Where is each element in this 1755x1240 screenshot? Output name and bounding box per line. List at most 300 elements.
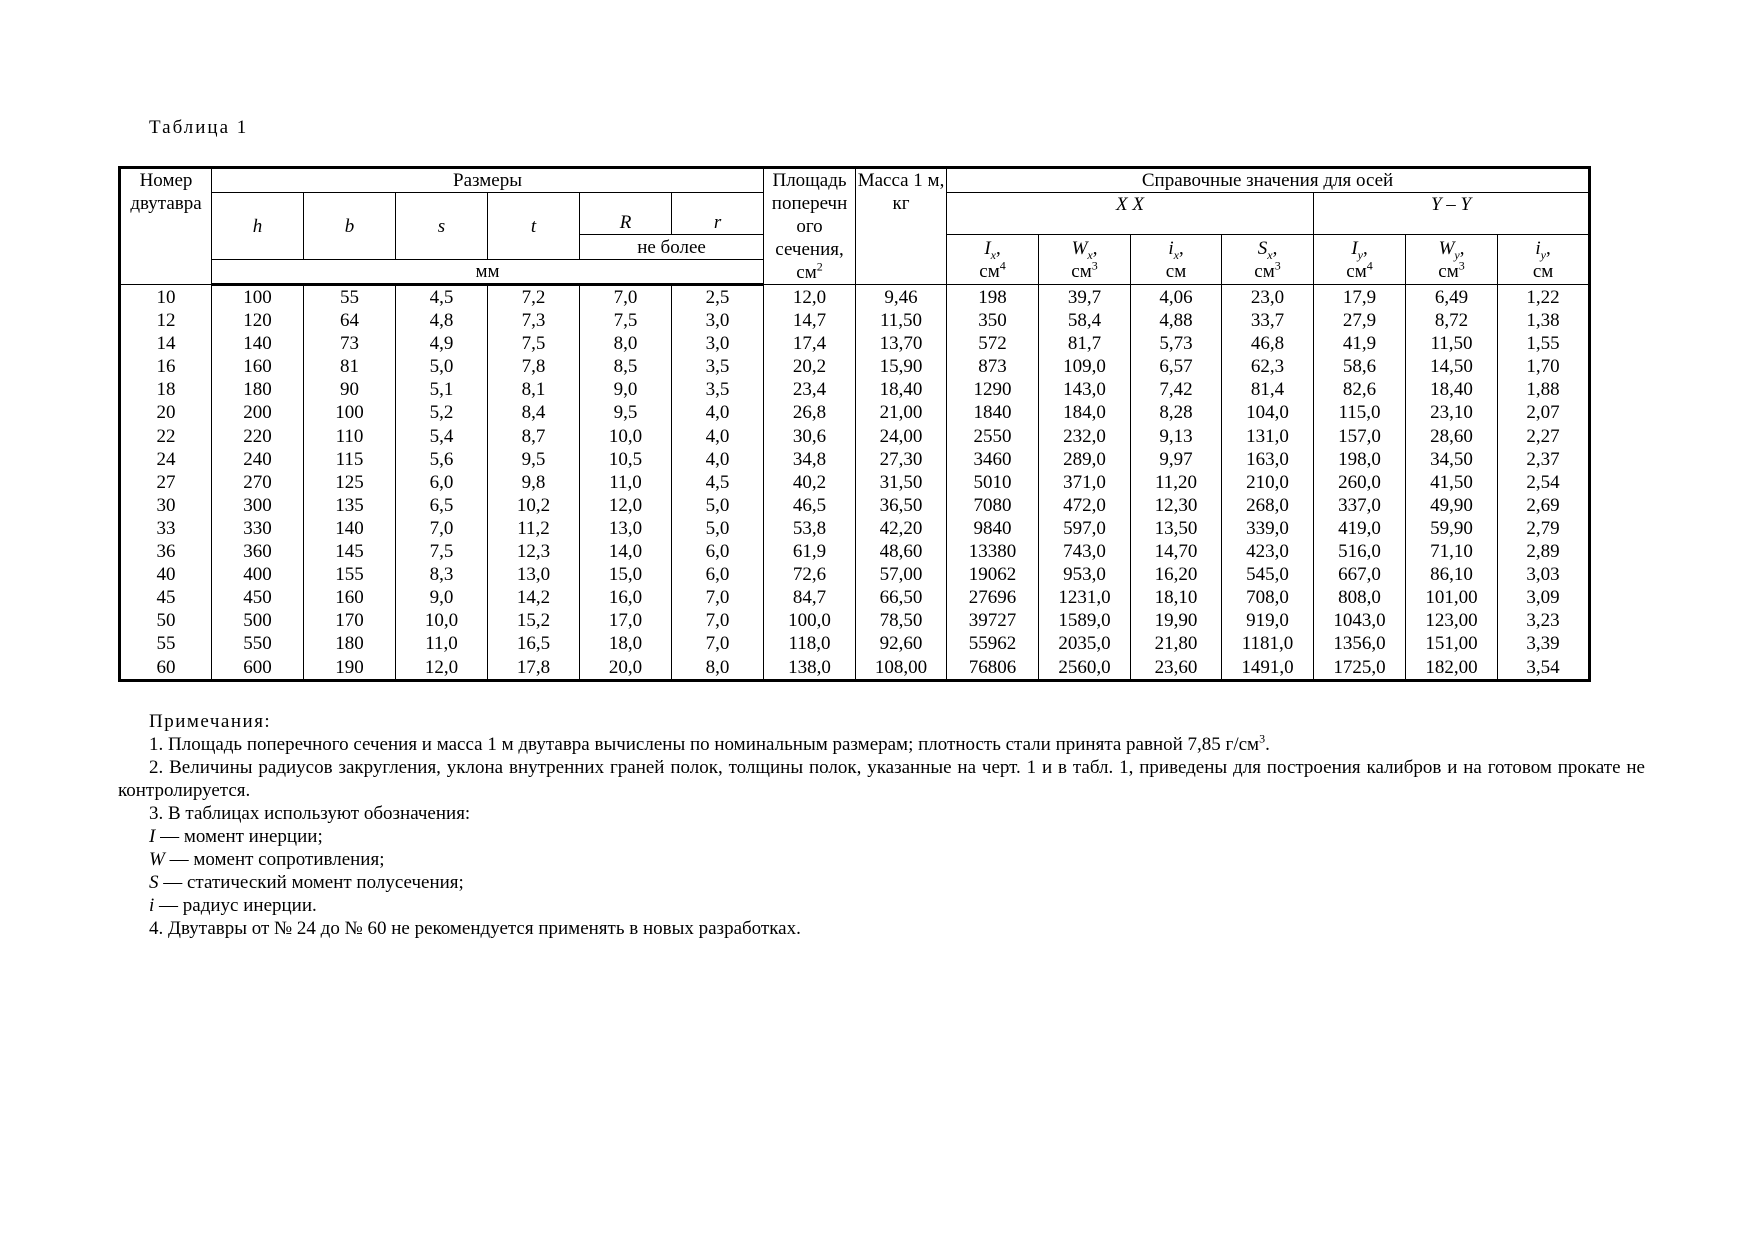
table-cell: 18,10	[1131, 586, 1222, 609]
table-cell: 13380	[947, 540, 1039, 563]
table-cell: 138,0	[764, 656, 856, 681]
table-cell: 2,69	[1498, 494, 1590, 517]
table-row	[120, 332, 1590, 355]
prop-unit: см	[1438, 260, 1459, 282]
table-cell: 232,0	[1039, 425, 1131, 448]
table-cell: 20,0	[580, 656, 672, 681]
prop-unit: см	[1532, 260, 1554, 282]
table-cell: 4,8	[396, 309, 488, 332]
table-cell: 11,50	[856, 309, 947, 332]
table-cell: 12,30	[1131, 494, 1222, 517]
prop-exp: 4	[999, 258, 1006, 273]
prop-unit: см	[979, 260, 1000, 282]
table-cell: 5,4	[396, 425, 488, 448]
table-cell: 18,40	[1406, 378, 1498, 401]
table-cell: 27	[120, 471, 212, 494]
table-cell: 190	[304, 656, 396, 681]
table-cell: 18,40	[856, 378, 947, 401]
table-cell: 6,5	[396, 494, 488, 517]
table-cell: 23,10	[1406, 401, 1498, 424]
table-cell: 3,5	[672, 378, 764, 401]
table-cell: 135	[304, 494, 396, 517]
table-cell: 3460	[947, 448, 1039, 471]
table-cell: 151,00	[1406, 632, 1498, 655]
table-cell: 7,5	[488, 332, 580, 355]
prop-unit: см	[1165, 260, 1187, 282]
table-cell: 7080	[947, 494, 1039, 517]
table-cell: 2,37	[1498, 448, 1590, 471]
table-cell: 62,3	[1222, 355, 1314, 378]
table-cell: 58,6	[1314, 355, 1406, 378]
table-cell: 19,90	[1131, 609, 1222, 632]
header-axis-x: X X	[947, 193, 1314, 235]
table-cell: 3,03	[1498, 563, 1590, 586]
prop-exp: 3	[1274, 258, 1281, 273]
table-cell: 100	[304, 401, 396, 424]
table-cell: 9,5	[488, 448, 580, 471]
table-cell: 36,50	[856, 494, 947, 517]
def-symbol: i	[149, 895, 155, 916]
prop-symbol: S	[1257, 237, 1268, 259]
header-dim-s: s	[396, 193, 488, 260]
table-cell: 60	[120, 656, 212, 681]
note-4: 4. Двутавры от № 24 до № 60 не рекомендуется применять в новых разработках.	[149, 918, 801, 939]
table-cell: 5,1	[396, 378, 488, 401]
table-cell: 450	[212, 586, 304, 609]
table-cell: 8,7	[488, 425, 580, 448]
prop-exp: 4	[1366, 258, 1373, 273]
table-cell: 7,0	[672, 609, 764, 632]
table-cell: 4,5	[396, 285, 488, 310]
table-cell: 31,50	[856, 471, 947, 494]
table-cell: 108,00	[856, 656, 947, 681]
header-axis-y: Y – Y	[1314, 193, 1590, 235]
table-cell: 11,0	[580, 471, 672, 494]
table-cell: 743,0	[1039, 540, 1131, 563]
table-cell: 11,2	[488, 517, 580, 540]
prop-symbol: W	[1071, 237, 1088, 259]
header-prop-iy-radius: $i_y$, см	[1498, 235, 1590, 285]
table-cell: 14,0	[580, 540, 672, 563]
note-1-text: 1. Площадь поперечного сечения и масса 1 м двутавра вычислены по номинальным размерам; плотность стали принята равной 7,85 г/см	[149, 734, 1260, 755]
table-cell: 260,0	[1314, 471, 1406, 494]
table-cell: 360	[212, 540, 304, 563]
table-cell: 14,7	[764, 309, 856, 332]
note-1-end: .	[1265, 734, 1270, 755]
table-row	[120, 309, 1590, 332]
table-cell: 24,00	[856, 425, 947, 448]
table-cell: 21,00	[856, 401, 947, 424]
table-cell: 10,0	[580, 425, 672, 448]
table-cell: 350	[947, 309, 1039, 332]
table-cell: 550	[212, 632, 304, 655]
table-cell: 23,4	[764, 378, 856, 401]
table-cell: 2,54	[1498, 471, 1590, 494]
table-cell: 600	[212, 656, 304, 681]
table-cell: 1491,0	[1222, 656, 1314, 681]
table-cell: 198,0	[1314, 448, 1406, 471]
table-cell: 39,7	[1039, 285, 1131, 310]
table-cell: 9,0	[580, 378, 672, 401]
table-cell: 71,10	[1406, 540, 1498, 563]
table-cell: 268,0	[1222, 494, 1314, 517]
table-cell: 873	[947, 355, 1039, 378]
def-text: — момент инерции;	[155, 826, 323, 847]
header-dim-t: t	[488, 193, 580, 260]
header-number: Номер двутавра	[120, 168, 212, 285]
table-cell: 1181,0	[1222, 632, 1314, 655]
table-cell: 17,0	[580, 609, 672, 632]
header-area-unit-exp: 2	[816, 259, 823, 274]
header-dim-h: h	[212, 193, 304, 260]
def-text: — момент сопротивления;	[164, 849, 385, 870]
table-cell: 4,0	[672, 448, 764, 471]
table-row	[120, 378, 1590, 401]
table-cell: 15,2	[488, 609, 580, 632]
table-row	[120, 285, 1590, 310]
table-cell: 545,0	[1222, 563, 1314, 586]
table-cell: 400	[212, 563, 304, 586]
note-1-exp: 3	[1259, 731, 1266, 746]
table-cell: 8,5	[580, 355, 672, 378]
table-cell: 7,2	[488, 285, 580, 310]
table-cell: 3,23	[1498, 609, 1590, 632]
table-cell: 1725,0	[1314, 656, 1406, 681]
table-cell: 90	[304, 378, 396, 401]
table-cell: 13,0	[488, 563, 580, 586]
table-cell: 339,0	[1222, 517, 1314, 540]
table-caption: Таблица 1	[149, 117, 249, 138]
table-cell: 8,0	[672, 656, 764, 681]
table-cell: 2,5	[672, 285, 764, 310]
table-cell: 82,6	[1314, 378, 1406, 401]
prop-exp: 3	[1458, 258, 1465, 273]
notes-title: Примечания:	[149, 711, 272, 732]
table-cell: 1356,0	[1314, 632, 1406, 655]
table-cell: 500	[212, 609, 304, 632]
table-row	[120, 540, 1590, 563]
table-cell: 145	[304, 540, 396, 563]
prop-sub: y	[1454, 247, 1460, 262]
prop-symbol: I	[984, 237, 991, 259]
table-cell: 48,60	[856, 540, 947, 563]
table-cell: 160	[304, 586, 396, 609]
table-cell: 14,2	[488, 586, 580, 609]
table-cell: 40	[120, 563, 212, 586]
table-cell: 1,55	[1498, 332, 1590, 355]
table-cell: 5,2	[396, 401, 488, 424]
table-cell: 17,8	[488, 656, 580, 681]
table-row	[120, 355, 1590, 378]
table-cell: 1,22	[1498, 285, 1590, 310]
table-cell: 12,0	[580, 494, 672, 517]
prop-symbol: i	[1168, 237, 1174, 259]
table-cell: 15,90	[856, 355, 947, 378]
table-cell: 1290	[947, 378, 1039, 401]
header-area-label: Площадь поперечн ого сечения,	[771, 170, 848, 260]
prop-unit: см	[1071, 260, 1092, 282]
table-row	[120, 656, 1590, 681]
table-cell: 8,28	[1131, 401, 1222, 424]
table-cell: 41,9	[1314, 332, 1406, 355]
table-cell: 55962	[947, 632, 1039, 655]
def-text: — статический момент полусечения;	[158, 872, 464, 893]
table-cell: 28,60	[1406, 425, 1498, 448]
table-cell: 472,0	[1039, 494, 1131, 517]
table-cell: 1043,0	[1314, 609, 1406, 632]
def-text: — радиус инерции.	[154, 895, 317, 916]
table-cell: 10,5	[580, 448, 672, 471]
table-row	[120, 494, 1590, 517]
table-cell: 160	[212, 355, 304, 378]
table-cell: 20,2	[764, 355, 856, 378]
table-cell: 18,0	[580, 632, 672, 655]
table-cell: 157,0	[1314, 425, 1406, 448]
table-cell: 220	[212, 425, 304, 448]
table-cell: 9,13	[1131, 425, 1222, 448]
table-cell: 21,80	[1131, 632, 1222, 655]
table-cell: 100	[212, 285, 304, 310]
table-cell: 2,07	[1498, 401, 1590, 424]
table-cell: 10	[120, 285, 212, 310]
table-cell: 330	[212, 517, 304, 540]
table-cell: 5,73	[1131, 332, 1222, 355]
table-cell: 7,8	[488, 355, 580, 378]
table-cell: 72,6	[764, 563, 856, 586]
table-cell: 270	[212, 471, 304, 494]
table-cell: 30,6	[764, 425, 856, 448]
table-cell: 8,72	[1406, 309, 1498, 332]
table-cell: 6,49	[1406, 285, 1498, 310]
table-cell: 53,8	[764, 517, 856, 540]
table-cell: 92,60	[856, 632, 947, 655]
def-radius	[118, 894, 1645, 917]
table-cell: 140	[304, 517, 396, 540]
table-row	[120, 586, 1590, 609]
table-cell: 27696	[947, 586, 1039, 609]
table-cell: 45	[120, 586, 212, 609]
table-cell: 289,0	[1039, 448, 1131, 471]
prop-sub: x	[1087, 247, 1093, 262]
table-cell: 3,09	[1498, 586, 1590, 609]
table-cell: 46,8	[1222, 332, 1314, 355]
prop-sub: x	[1173, 247, 1179, 262]
table-cell: 78,50	[856, 609, 947, 632]
table-cell: 101,00	[1406, 586, 1498, 609]
table-cell: 64	[304, 309, 396, 332]
table-cell: 516,0	[1314, 540, 1406, 563]
header-not-more: не более	[580, 235, 764, 260]
header-prop-sx: $S_x$, $см^3$	[1222, 235, 1314, 285]
table-cell: 39727	[947, 609, 1039, 632]
table-cell: 2,27	[1498, 425, 1590, 448]
table-cell: 6,0	[396, 471, 488, 494]
table-cell: 109,0	[1039, 355, 1131, 378]
table-cell: 7,0	[672, 632, 764, 655]
table-cell: 597,0	[1039, 517, 1131, 540]
table-cell: 12	[120, 309, 212, 332]
table-cell: 27,9	[1314, 309, 1406, 332]
table-cell: 40,2	[764, 471, 856, 494]
table-cell: 1840	[947, 401, 1039, 424]
table-cell: 42,20	[856, 517, 947, 540]
table-cell: 55	[120, 632, 212, 655]
table-cell: 73	[304, 332, 396, 355]
table-cell: 17,9	[1314, 285, 1406, 310]
table-cell: 23,60	[1131, 656, 1222, 681]
prop-sub: x	[990, 247, 996, 262]
notes	[118, 710, 1645, 940]
def-symbol: S	[149, 872, 159, 893]
table-cell: 58,4	[1039, 309, 1131, 332]
table-cell: 1,38	[1498, 309, 1590, 332]
table-cell: 7,3	[488, 309, 580, 332]
table-cell: 11,50	[1406, 332, 1498, 355]
table-cell: 16,0	[580, 586, 672, 609]
table-cell: 8,1	[488, 378, 580, 401]
table-cell: 708,0	[1222, 586, 1314, 609]
header-prop-ix-radius: $i_x$, см	[1131, 235, 1222, 285]
note-2: 2. Величины радиусов закругления, уклона внутренних граней полок, толщины полок, указанные на черт. 1 и в табл. 1, приведены для построения калибров и на готовом прокате не контролируется.	[118, 757, 1645, 801]
table-cell: 3,54	[1498, 656, 1590, 681]
table-cell: 86,10	[1406, 563, 1498, 586]
table-cell: 184,0	[1039, 401, 1131, 424]
table-cell: 41,50	[1406, 471, 1498, 494]
note-1	[118, 733, 1645, 756]
table-cell: 27,30	[856, 448, 947, 471]
table-cell: 115	[304, 448, 396, 471]
table-cell: 4,06	[1131, 285, 1222, 310]
table-cell: 1231,0	[1039, 586, 1131, 609]
header-prop-ix: $I_x$, $см^4$	[947, 235, 1039, 285]
table-cell: 33	[120, 517, 212, 540]
table-cell: 9,8	[488, 471, 580, 494]
table-cell: 10,2	[488, 494, 580, 517]
table-cell: 24	[120, 448, 212, 471]
table-cell: 100,0	[764, 609, 856, 632]
table-cell: 7,0	[396, 517, 488, 540]
table-cell: 1,70	[1498, 355, 1590, 378]
table-cell: 7,42	[1131, 378, 1222, 401]
table-cell: 13,70	[856, 332, 947, 355]
table-cell: 26,8	[764, 401, 856, 424]
table-cell: 13,0	[580, 517, 672, 540]
table-cell: 143,0	[1039, 378, 1131, 401]
table-cell: 240	[212, 448, 304, 471]
table-cell: 76806	[947, 656, 1039, 681]
table-cell: 9,0	[396, 586, 488, 609]
table-cell: 2550	[947, 425, 1039, 448]
table-cell: 66,50	[856, 586, 947, 609]
table-cell: 13,50	[1131, 517, 1222, 540]
table-cell: 18	[120, 378, 212, 401]
table-cell: 198	[947, 285, 1039, 310]
table-cell: 36	[120, 540, 212, 563]
table-cell: 8,4	[488, 401, 580, 424]
table-cell: 81,7	[1039, 332, 1131, 355]
table-cell: 423,0	[1222, 540, 1314, 563]
header-area	[764, 168, 856, 285]
table-cell: 2560,0	[1039, 656, 1131, 681]
header-prop-wy: $W_y$, $см^3$	[1406, 235, 1498, 285]
table-cell: 5,6	[396, 448, 488, 471]
prop-exp: 3	[1091, 258, 1098, 273]
table-cell: 46,5	[764, 494, 856, 517]
table-cell: 81,4	[1222, 378, 1314, 401]
table-cell: 49,90	[1406, 494, 1498, 517]
table-cell: 7,0	[580, 285, 672, 310]
header-prop-iy: $I_y$, $см^4$	[1314, 235, 1406, 285]
def-resistance	[118, 848, 1645, 871]
table-row	[120, 563, 1590, 586]
table-cell: 22	[120, 425, 212, 448]
header-reference: Справочные значения для осей	[947, 168, 1590, 193]
table-cell: 6,0	[672, 563, 764, 586]
table-cell: 123,00	[1406, 609, 1498, 632]
table-cell: 30	[120, 494, 212, 517]
table-cell: 5,0	[672, 494, 764, 517]
header-dimensions: Размеры	[212, 168, 764, 193]
table-cell: 110	[304, 425, 396, 448]
prop-sub: y	[1540, 247, 1546, 262]
table-cell: 19062	[947, 563, 1039, 586]
table-cell: 170	[304, 609, 396, 632]
table-body	[120, 285, 1590, 681]
table-cell: 9,5	[580, 401, 672, 424]
table-row	[120, 517, 1590, 540]
table-cell: 6,0	[672, 540, 764, 563]
table-cell: 14	[120, 332, 212, 355]
table-row	[120, 448, 1590, 471]
table-cell: 140	[212, 332, 304, 355]
prop-sub: y	[1357, 247, 1363, 262]
table-cell: 337,0	[1314, 494, 1406, 517]
table-cell: 61,9	[764, 540, 856, 563]
table-cell: 3,5	[672, 355, 764, 378]
header-mass: Масса 1 м, кг	[856, 168, 947, 285]
table-cell: 4,88	[1131, 309, 1222, 332]
table-cell: 59,90	[1406, 517, 1498, 540]
table-cell: 6,57	[1131, 355, 1222, 378]
header-dim-r: r	[672, 193, 764, 235]
table-row	[120, 609, 1590, 632]
table-cell: 120	[212, 309, 304, 332]
table-cell: 3,0	[672, 332, 764, 355]
table-cell: 15,0	[580, 563, 672, 586]
table-cell: 55	[304, 285, 396, 310]
table-cell: 34,50	[1406, 448, 1498, 471]
table-cell: 953,0	[1039, 563, 1131, 586]
table-cell: 17,4	[764, 332, 856, 355]
table-row	[120, 471, 1590, 494]
table-cell: 12,0	[396, 656, 488, 681]
table-cell: 81	[304, 355, 396, 378]
table-cell: 200	[212, 401, 304, 424]
def-static-moment	[118, 871, 1645, 894]
table-cell: 3,39	[1498, 632, 1590, 655]
prop-unit: см	[1254, 260, 1275, 282]
table-cell: 163,0	[1222, 448, 1314, 471]
table-cell: 572	[947, 332, 1039, 355]
table-cell: 919,0	[1222, 609, 1314, 632]
header-prop-wx: $W_x$, $см^3$	[1039, 235, 1131, 285]
table-cell: 210,0	[1222, 471, 1314, 494]
def-symbol: I	[149, 826, 156, 847]
table-cell: 16	[120, 355, 212, 378]
table-cell: 7,0	[672, 586, 764, 609]
header-dim-b: b	[304, 193, 396, 260]
note-3: 3. В таблицах используют обозначения:	[149, 803, 471, 824]
